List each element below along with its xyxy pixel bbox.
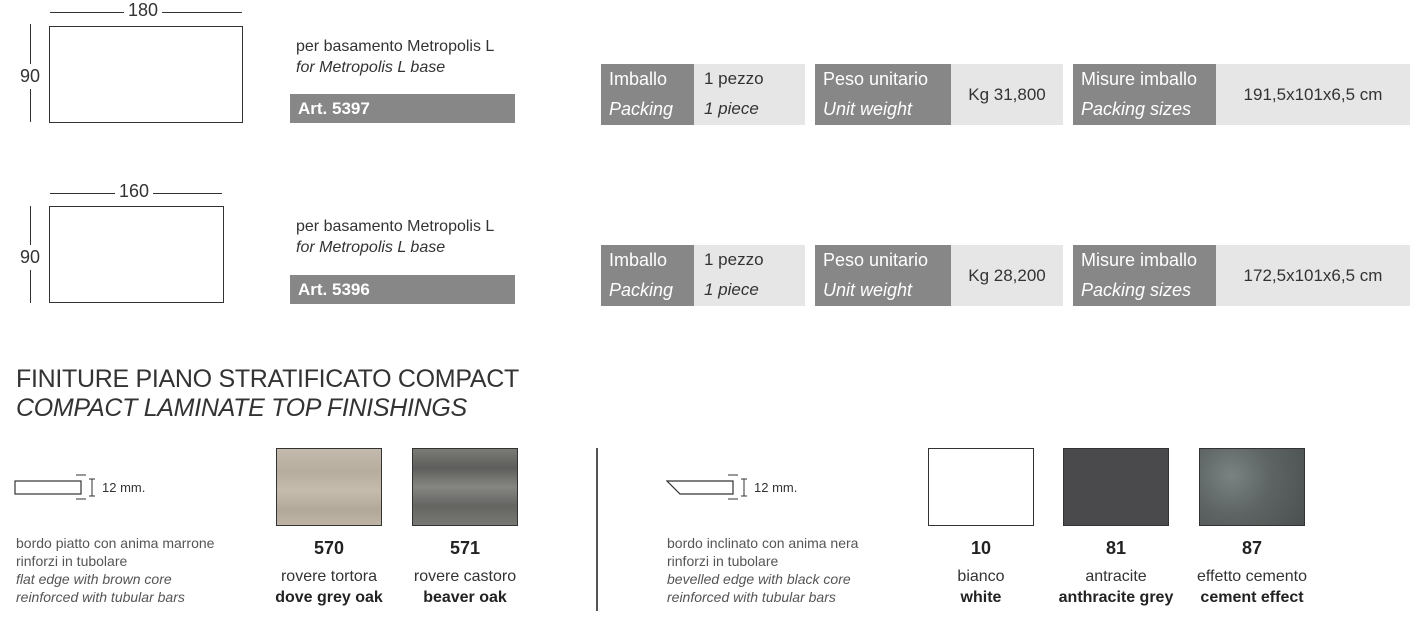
weight-label-en: Unit weight — [823, 99, 913, 119]
finish-code: 81 — [1105, 538, 1127, 558]
finish-name-en: anthracite grey — [1058, 589, 1174, 606]
sizes-label-it: Misure imballo — [1081, 250, 1198, 270]
table-top-outline — [49, 206, 224, 303]
width-label: 180 — [124, 0, 162, 21]
finish-name-it: rovere castoro — [413, 568, 517, 585]
packing-label — [601, 245, 694, 306]
swatch-87-cement-effect — [1199, 448, 1305, 526]
edge-description-en-1: flat edge with brown core — [16, 571, 172, 587]
finish-name-en: white — [960, 589, 1002, 606]
edge-description-it-1: bordo inclinato con anima nera — [667, 535, 859, 551]
table-top-outline — [49, 26, 243, 123]
finish-name-en: dove grey oak — [275, 589, 383, 606]
base-description-it: per basamento Metropolis L — [296, 38, 495, 55]
finish-name-it: antracite — [1085, 568, 1147, 585]
packing-value-en: 1 piece — [704, 280, 759, 299]
article-number: Art. 5397 — [290, 94, 515, 123]
finishes-title-it: FINITURE PIANO STRATIFICATO COMPACT — [16, 365, 519, 393]
packing-value — [694, 64, 805, 125]
sizes-label-en: Packing sizes — [1081, 280, 1192, 300]
finish-name-it: effetto cemento — [1197, 568, 1307, 585]
swatch-570-dove-grey-oak — [276, 448, 382, 526]
packing-label-en: Packing — [609, 99, 674, 119]
weight-label-en: Unit weight — [823, 280, 913, 300]
edge-description-it-1: bordo piatto con anima marrone — [16, 535, 215, 551]
weight-label — [815, 64, 951, 125]
article-number: Art. 5396 — [290, 275, 515, 304]
packing-label-it: Imballo — [609, 69, 668, 89]
swatch-10-white — [928, 448, 1034, 526]
thickness-label: 12 mm. — [754, 480, 798, 495]
sizes-label — [1073, 64, 1216, 125]
edge-description-it-2: rinforzi in tubolare — [16, 553, 128, 569]
edge-description-en-2: reinforced with tubular bars — [667, 589, 836, 605]
base-description-en: for Metropolis L base — [296, 239, 446, 256]
finish-code: 10 — [970, 538, 992, 558]
weight-value: Kg 28,200 — [951, 245, 1063, 306]
finish-code: 570 — [313, 538, 345, 558]
finishes-title-en: COMPACT LAMINATE TOP FINISHINGS — [16, 394, 467, 422]
edge-description-it-2: rinforzi in tubolare — [667, 553, 779, 569]
flat-edge-icon — [14, 472, 104, 504]
sizes-value: 191,5x101x6,5 cm — [1216, 64, 1410, 125]
finish-name-en: cement effect — [1200, 589, 1304, 606]
finish-name-it: bianco — [957, 568, 1005, 585]
sizes-label-it: Misure imballo — [1081, 69, 1198, 89]
swatch-571-beaver-oak — [412, 448, 518, 526]
finish-code: 571 — [449, 538, 481, 558]
sizes-value: 172,5x101x6,5 cm — [1216, 245, 1410, 306]
bevelled-edge-icon — [666, 472, 756, 504]
finish-code: 87 — [1241, 538, 1263, 558]
swatch-81-anthracite-grey — [1063, 448, 1169, 526]
packing-label-en: Packing — [609, 280, 674, 300]
weight-label-it: Peso unitario — [823, 250, 929, 270]
packing-value-en: 1 piece — [704, 99, 759, 118]
finish-name-it: rovere tortora — [280, 568, 378, 585]
finish-name-en: beaver oak — [423, 589, 507, 606]
packing-value — [694, 245, 805, 306]
packing-label-it: Imballo — [609, 250, 668, 270]
weight-label-it: Peso unitario — [823, 69, 929, 89]
packing-label — [601, 64, 694, 125]
edge-description-en-2: reinforced with tubular bars — [16, 589, 185, 605]
edge-description-en-1: bevelled edge with black core — [667, 571, 851, 587]
thickness-label: 12 mm. — [102, 480, 146, 495]
section-divider — [596, 448, 598, 611]
height-label: 90 — [20, 64, 40, 89]
sizes-label — [1073, 245, 1216, 306]
edge-description — [667, 534, 858, 606]
edge-description — [16, 534, 214, 606]
sizes-label-en: Packing sizes — [1081, 99, 1192, 119]
width-label: 160 — [115, 181, 153, 202]
base-description-en: for Metropolis L base — [296, 59, 446, 76]
base-description-it: per basamento Metropolis L — [296, 218, 495, 235]
weight-label — [815, 245, 951, 306]
packing-value-it: 1 pezzo — [704, 250, 764, 269]
packing-value-it: 1 pezzo — [704, 69, 764, 88]
weight-value: Kg 31,800 — [951, 64, 1063, 125]
height-label: 90 — [20, 245, 40, 270]
